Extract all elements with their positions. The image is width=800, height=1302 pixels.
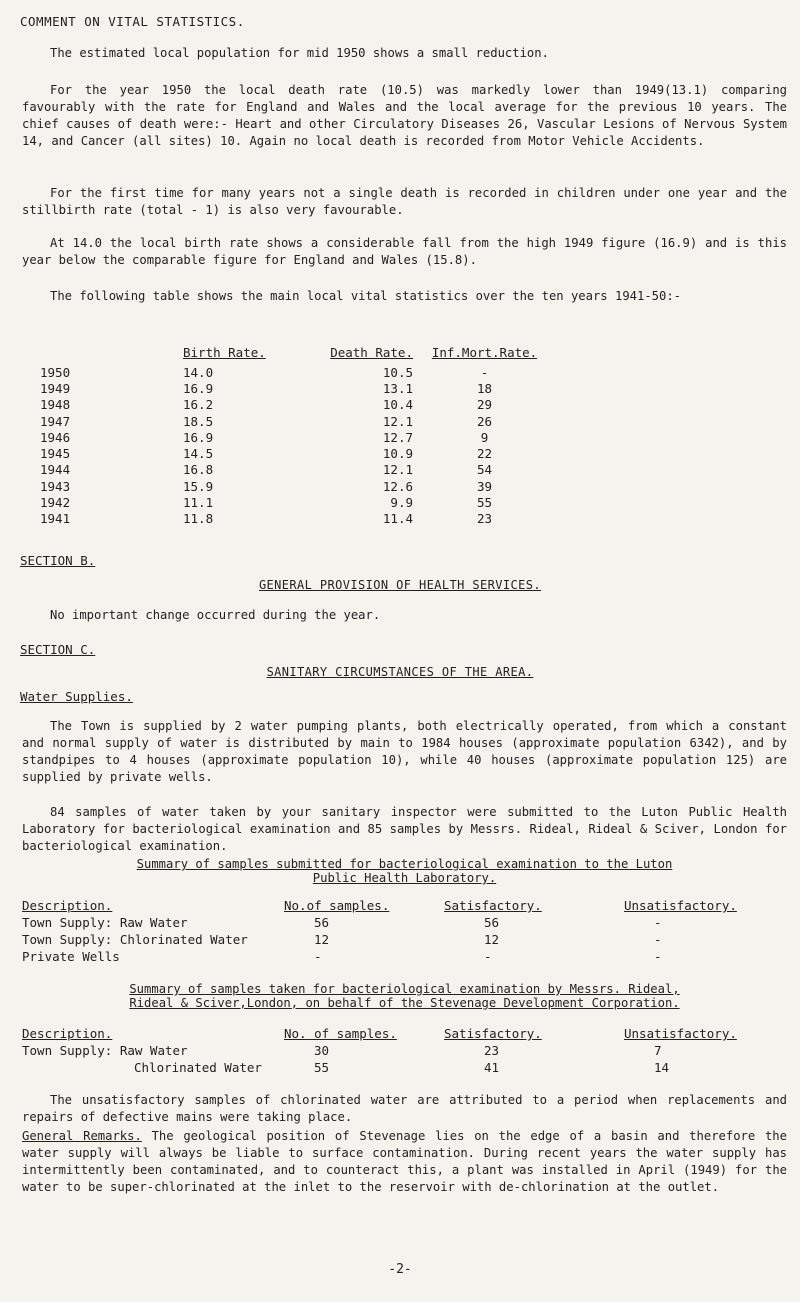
section-b-text <box>22 607 787 624</box>
column-header: Satisfactory. <box>444 898 542 913</box>
summary2-title <box>22 982 787 1010</box>
summary1-title-line: Public Health Laboratory. <box>312 871 497 885</box>
inf-mort-rate-cell: 9 <box>480 429 489 445</box>
inf-mort-rate-cell: 39 <box>476 478 493 494</box>
column-header-death-rate: Death Rate. <box>330 345 413 360</box>
table-row <box>40 462 542 478</box>
summary1-title <box>22 857 787 885</box>
samples-cell: 56 <box>314 915 330 930</box>
table-row <box>40 413 542 429</box>
inf-mort-rate-cell: 55 <box>476 495 493 511</box>
summary2-title-line: Rideal & Sciver,London, on behalf of the Stevenage Development Corporation. <box>129 996 680 1010</box>
summary2-table <box>22 1025 764 1076</box>
summary2-title-line: Summary of samples taken for bacteriological examination by Messrs. Rideal, <box>129 982 680 996</box>
column-header <box>40 345 175 364</box>
year-cell: 1943 <box>40 478 71 494</box>
summary1-table <box>22 897 764 965</box>
unsatisfactory-cell: - <box>654 915 662 930</box>
column-header: Unsatisfactory. <box>624 898 737 913</box>
column-header-birth-rate: Birth Rate. <box>183 345 266 360</box>
water-supplies-subheading: Water Supplies. <box>20 689 133 704</box>
death-rate-cell: 12.6 <box>382 478 413 494</box>
paragraph-samples <box>22 804 787 855</box>
table-header-row <box>22 897 764 914</box>
paragraph-table-intro <box>22 288 787 305</box>
year-cell: 1946 <box>40 429 71 445</box>
unsatisfactory-cell: - <box>654 949 662 964</box>
table-header-row <box>40 345 542 364</box>
birth-rate-cell: 14.0 <box>183 364 214 380</box>
table-row <box>40 478 542 494</box>
birth-rate-cell: 15.9 <box>183 478 214 494</box>
section-b-title: GENERAL PROVISION OF HEALTH SERVICES. <box>258 578 542 592</box>
table-row <box>22 931 764 948</box>
paragraph-text: The following table shows the main local vital statistics over the ten years 1941-50:- <box>50 289 682 303</box>
birth-rate-cell: 11.1 <box>183 495 214 511</box>
table-row <box>22 914 764 931</box>
inf-mort-rate-cell: 23 <box>476 511 493 527</box>
birth-rate-cell: 11.8 <box>183 511 214 527</box>
general-remarks-text: The geological position of Stevenage lies on the edge of a basin and therefore the water supply will always be liable to surface contamination. During recent years the water supply has intermittently been contaminated, and to counteract this, a plant was installed in April (1949) for the water to be super-chlorinated at the inlet to the reservoir with de-chlorination at the outlet. <box>22 1129 787 1194</box>
page-heading: COMMENT ON VITAL STATISTICS. <box>20 14 245 29</box>
section-b-label: SECTION B. <box>20 553 96 568</box>
death-rate-cell: 10.9 <box>382 446 413 462</box>
table-header-row <box>22 1025 764 1042</box>
section-c-label: SECTION C. <box>20 642 96 657</box>
paragraph-infant-deaths <box>22 185 787 219</box>
vital-statistics-table <box>40 345 542 527</box>
column-header: Description. <box>22 898 113 913</box>
year-cell: 1949 <box>40 380 71 396</box>
table-row <box>40 380 542 396</box>
column-header: Satisfactory. <box>444 1026 542 1041</box>
paragraph-birth-rate <box>22 235 787 269</box>
inf-mort-rate-cell: 22 <box>476 446 493 462</box>
death-rate-cell: 13.1 <box>382 380 413 396</box>
death-rate-cell: 12.1 <box>382 413 413 429</box>
satisfactory-cell: 23 <box>484 1043 500 1058</box>
paragraph-text: For the first time for many years not a single death is recorded in children under one year and the stillbirth rate (total - 1) is also very favourable. <box>22 186 787 217</box>
year-cell: 1942 <box>40 495 71 511</box>
summary1-title-line: Summary of samples submitted for bacteriological examination to the Luton <box>136 857 673 871</box>
table-row <box>40 494 542 510</box>
unsatisfactory-cell: - <box>654 932 662 947</box>
samples-cell: 55 <box>314 1060 330 1075</box>
page-number: -2- <box>388 1262 412 1277</box>
unsatisfactory-cell: 14 <box>654 1060 670 1075</box>
description-cell: Private Wells <box>22 949 120 964</box>
year-cell: 1945 <box>40 446 71 462</box>
table-row <box>22 1059 764 1076</box>
death-rate-cell: 12.1 <box>382 462 413 478</box>
unsatisfactory-cell: 7 <box>654 1043 662 1058</box>
birth-rate-cell: 16.8 <box>183 462 214 478</box>
table-row <box>22 948 764 965</box>
column-header: No. of samples. <box>284 1026 397 1041</box>
death-rate-cell: 9.9 <box>390 495 413 511</box>
paragraph-death-rate <box>22 82 787 150</box>
description-cell: Chlorinated Water <box>134 1060 262 1075</box>
paragraph-text: 84 samples of water taken by your sanitary inspector were submitted to the Luton Public Health Laboratory for bacteriological examination and 85 samples by Messrs. Rideal, Rideal & Sciver, London for bacteriological examination. <box>22 805 787 853</box>
birth-rate-cell: 18.5 <box>183 413 214 429</box>
table-row <box>40 511 542 527</box>
inf-mort-rate-cell: 54 <box>476 462 493 478</box>
column-header: No.of samples. <box>284 898 390 913</box>
description-cell: Town Supply: Raw Water <box>22 915 188 930</box>
birth-rate-cell: 16.2 <box>183 397 214 413</box>
year-cell: 1947 <box>40 413 71 429</box>
year-cell: 1941 <box>40 511 71 527</box>
samples-cell: 30 <box>314 1043 330 1058</box>
inf-mort-rate-cell: 29 <box>476 397 493 413</box>
inf-mort-rate-cell: 18 <box>476 380 493 396</box>
paragraph-text: At 14.0 the local birth rate shows a considerable fall from the high 1949 figure (16.9) and is this year below the comparable figure for England and Wales (15.8). <box>22 236 787 267</box>
death-rate-cell: 10.5 <box>382 364 413 380</box>
paragraph-unsatisfactory <box>22 1092 787 1126</box>
death-rate-cell: 10.4 <box>382 397 413 413</box>
satisfactory-cell: 56 <box>484 915 500 930</box>
samples-cell: - <box>314 949 322 964</box>
table-row <box>40 397 542 413</box>
paragraph-text: The unsatisfactory samples of chlorinated water are attributed to a period when replacements and repairs of defective mains were taking place. <box>22 1093 787 1124</box>
general-remarks-label: General Remarks. <box>22 1129 142 1143</box>
paragraph-population <box>22 45 787 62</box>
paragraph-text: The Town is supplied by 2 water pumping plants, both electrically operated, from which a constant and normal supply of water is distributed by main to 1984 houses (approximate population 6342), and by standpipes to 4 houses (approximate population 10), while 40 houses (approximate population 125) are supplied by private wells. <box>22 719 787 784</box>
inf-mort-rate-cell: - <box>480 364 489 380</box>
description-cell: Town Supply: Raw Water <box>22 1043 188 1058</box>
satisfactory-cell: - <box>484 949 492 964</box>
inf-mort-rate-cell: 26 <box>476 413 493 429</box>
satisfactory-cell: 12 <box>484 932 500 947</box>
birth-rate-cell: 14.5 <box>183 446 214 462</box>
paragraph-text <box>22 1128 787 1196</box>
satisfactory-cell: 41 <box>484 1060 500 1075</box>
birth-rate-cell: 16.9 <box>183 380 214 396</box>
year-cell: 1950 <box>40 364 71 380</box>
paragraph-text: For the year 1950 the local death rate (10.5) was markedly lower than 1949(13.1) comparing favourably with the rate for England and Wales and the local average for the previous 10 years. The chief causes of death were:- Heart and other Circulatory Diseases 26, Vascular Lesions of Nervous System 14, and Cancer (all sites) 10. Again no local death is recorded from Motor Vehicle Accidents. <box>22 83 787 148</box>
description-cell: Town Supply: Chlorinated Water <box>22 932 248 947</box>
table-row <box>40 364 542 380</box>
birth-rate-cell: 16.9 <box>183 429 214 445</box>
section-c-title: SANITARY CIRCUMSTANCES OF THE AREA. <box>266 665 534 679</box>
table-row <box>40 445 542 461</box>
paragraph-water-supply <box>22 718 787 786</box>
paragraph-text: The estimated local population for mid 1950 shows a small reduction. <box>50 46 549 60</box>
column-header-inf-mort-rate: Inf.Mort.Rate. <box>431 345 538 360</box>
table-row <box>40 429 542 445</box>
paragraph-text: No important change occurred during the year. <box>50 608 381 622</box>
table-row <box>22 1042 764 1059</box>
paragraph-general-remarks <box>22 1128 787 1196</box>
death-rate-cell: 11.4 <box>382 511 413 527</box>
samples-cell: 12 <box>314 932 330 947</box>
death-rate-cell: 12.7 <box>382 429 413 445</box>
year-cell: 1948 <box>40 397 71 413</box>
column-header: Description. <box>22 1026 113 1041</box>
column-header: Unsatisfactory. <box>624 1026 737 1041</box>
year-cell: 1944 <box>40 462 71 478</box>
